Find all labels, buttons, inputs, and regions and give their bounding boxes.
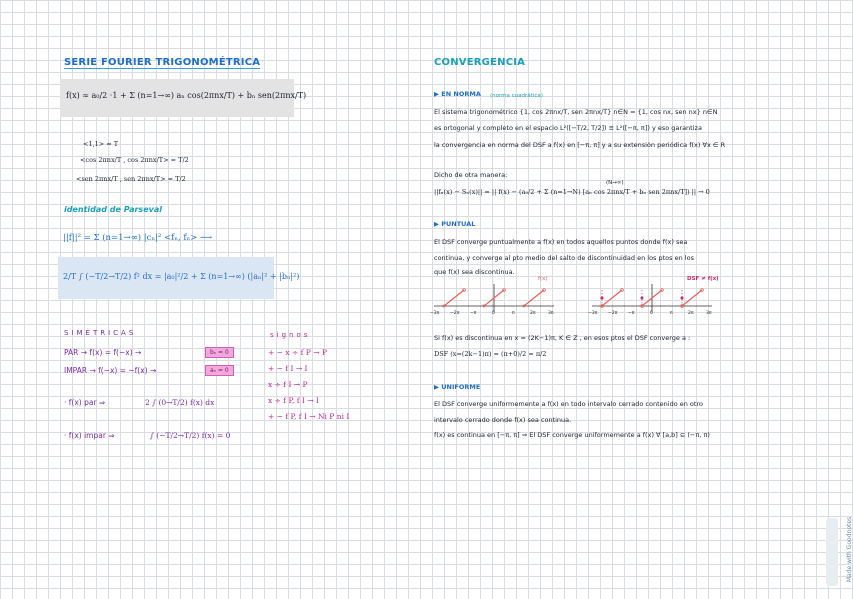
ortho-2: <cos 2πnx/T , cos 2πnx/T> = T/2: [80, 156, 189, 164]
par-badge: bₙ = 0: [205, 347, 234, 358]
impar-int: ∫ (−T/2→T/2) f(x) = 0: [150, 431, 231, 440]
tick: −π: [628, 311, 635, 316]
norma-line-1: El sistema trigonométrico {1, cos 2πnx/T, sen 2πnx/T} n∈N = {1, cos nx, sen nx} n∈N: [434, 108, 718, 116]
series-formula: f(x) ≈ a₀/2 ·1 + Σ (n=1→∞) aₙ cos(2πnx/T) + bₙ sen(2πnx/T): [66, 91, 307, 100]
par-int: 2 ∫ (0→T/2) f(x) dx: [145, 398, 215, 407]
norma-line-3: la convergencia en norma del DSF a f(x) en [−π, π] y a su extensión periódica f(x) ∀x ∈ R: [434, 141, 726, 149]
tick: 2π: [688, 311, 694, 316]
impar-line: IMPAR → f(−x) = −f(x) →: [64, 366, 157, 375]
tick: −2π: [450, 311, 460, 316]
norma-title: ▶ EN NORMA: [434, 90, 481, 98]
tick: 2π: [530, 311, 536, 316]
impar-badge: aₙ = 0: [205, 365, 234, 376]
uniforme-line-2: intervalo cerrado donde f(x) sea continua.: [434, 416, 572, 424]
puntual-line-2: continua, y converge al pto medio del salto de discontinuidad en los ptos en los: [434, 254, 694, 262]
norma-note: (norma cuadrática): [490, 93, 543, 99]
sign-rule-5: + − f P, f I → Ni P ni I: [268, 412, 350, 421]
parseval-title: identidad de Parseval: [64, 205, 162, 214]
puntual-line-1: El DSF converge puntualmente a f(x) en todos aquellos puntos donde f(x) sea: [434, 238, 688, 246]
parseval-2: 2/T ∫ (−T/2→T/2) f² dx = |a₀|²/2 + Σ (n=1→∞) (|aₙ|² + |bₙ|²): [63, 272, 300, 281]
tick: −3π: [430, 311, 440, 316]
norma-line-4: Dicho de otra manera:: [434, 171, 508, 179]
left-title: SERIE FOURIER TRIGONOMÉTRICA: [64, 57, 261, 68]
tick: −3π: [588, 311, 598, 316]
puntual-line-4: Si f(x) es discontinua en x = (2K−1)π, K ∈ Z , en esos ptos el DSF converge a :: [434, 334, 691, 342]
tick: 3π: [548, 311, 554, 316]
graph2-label: DSF ≠ f(x): [687, 276, 719, 282]
puntual-title: ▶ PUNTUAL: [434, 220, 476, 228]
puntual-line-3: que f(x) sea discontinua.: [434, 268, 515, 276]
signs-title: signos: [270, 331, 311, 339]
norma-line-5: ||fₙ(x) − Sₙ(x)|| = || f(x) − (a₀/2 + Σ (n=1→N) [aₙ cos 2πnx/T + bₙ sen 2πnx/T]) || → 0: [434, 188, 710, 196]
par-int-label: · f(x) par ⇒: [64, 398, 106, 407]
ortho-1: <1,1> = T: [83, 140, 119, 148]
sign-rule-1: + − x ÷ f P → P: [268, 348, 327, 357]
sign-rule-4: x ÷ f P, f I → I: [268, 396, 319, 405]
norma-line-2: es ortogonal y completo en el espacio L²([−T/2, T/2]) ≅ L²([−π, π]) y eso garantiza: [434, 124, 702, 132]
watermark: Made with Goodnotes: [846, 516, 853, 583]
puntual-line-5: DSF (x=(2k−1)π) = (π+0)/2 = π/2: [434, 350, 547, 358]
graph1-label: f(x): [538, 276, 548, 282]
uniforme-title: ▶ UNIFORME: [434, 383, 481, 391]
watermark-tab: [826, 518, 838, 586]
tick: π: [670, 311, 673, 316]
norma-limit-label: (N→∞): [606, 180, 624, 186]
parseval-1: ||f||² = Σ (n=1→∞) |cₙ|² <fₙ, fₙ> ⟶: [63, 233, 213, 243]
sym-title: SIMÉTRICAS: [64, 329, 137, 337]
sign-rule-3: x ÷ f I → P: [268, 380, 308, 389]
par-line: PAR → f(x) = f(−x) →: [64, 348, 142, 357]
impar-int-label: · f(x) impar ⇒: [64, 431, 115, 440]
tick: 0: [650, 311, 653, 316]
tick: π: [512, 311, 515, 316]
uniforme-line-1: El DSF converge uniformemente a f(x) en todo intervalo cerrado contenido en otro: [434, 400, 703, 408]
uniforme-line-3: f(x) es continua en [−π, π] ⇒ El DSF converge uniformemente a f(x) ∀ [a,b] ⊆ (−π, π): [434, 431, 710, 439]
tick: 0: [492, 311, 495, 316]
tick: 3π: [706, 311, 712, 316]
sign-rule-2: + − f I → I: [268, 364, 308, 373]
tick: −π: [470, 311, 477, 316]
tick: −2π: [608, 311, 618, 316]
right-title: CONVERGENCIA: [434, 57, 526, 68]
ortho-3: <sen 2πnx/T , sen 2πnx/T> = T/2: [76, 175, 186, 183]
